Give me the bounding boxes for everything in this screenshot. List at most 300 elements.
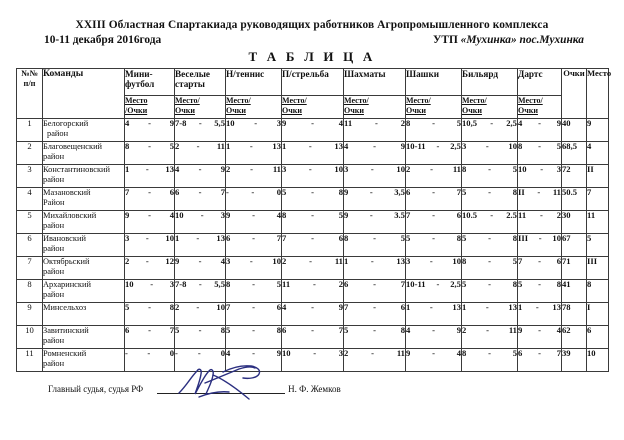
- team-name-cell: [43, 326, 125, 349]
- score-points: 6: [276, 302, 281, 313]
- total-points-cell: 50.5: [562, 188, 587, 211]
- team-name-cell: [43, 257, 125, 280]
- score-cell: [406, 165, 462, 188]
- score-separator: -: [148, 302, 151, 313]
- table-row: [17, 119, 609, 142]
- score-place: -: [125, 348, 128, 359]
- score-cell: [344, 188, 406, 211]
- subheader-checkers: [406, 96, 462, 119]
- score-cell: [175, 119, 226, 142]
- team-name-cell: [43, 349, 125, 372]
- sport-label-l1: Шашки: [406, 69, 440, 80]
- score-place: 6: [226, 233, 231, 244]
- score-place: 5: [175, 325, 180, 336]
- score-points: 2,5: [506, 118, 517, 129]
- score-cell: [406, 280, 462, 303]
- score-points: 11: [216, 141, 225, 152]
- score-separator: -: [198, 279, 202, 290]
- score-separator: -: [373, 302, 376, 313]
- row-number: 9: [17, 303, 43, 326]
- score-cell: [175, 326, 226, 349]
- total-points-cell: 67: [562, 234, 587, 257]
- score-cell: [462, 142, 518, 165]
- results-table-wrapper: [0, 68, 624, 372]
- total-place-cell: II: [587, 165, 609, 188]
- score-place: 9: [344, 210, 349, 221]
- score-cell: [175, 188, 226, 211]
- score-place: 1: [125, 164, 130, 175]
- score-cell: [344, 211, 406, 234]
- score-place: 9: [175, 256, 180, 267]
- table-row: [17, 349, 609, 372]
- score-cell: [175, 165, 226, 188]
- score-cell: [344, 303, 406, 326]
- score-separator: -: [148, 118, 151, 129]
- row-number: 8: [17, 280, 43, 303]
- score-place: 1: [175, 233, 180, 244]
- table-row: [17, 211, 609, 234]
- score-points: 2,5: [450, 141, 461, 152]
- table-header-row-top: [17, 69, 609, 96]
- team-name-line2: район: [43, 290, 65, 300]
- subheader-l2: Очки: [518, 105, 538, 115]
- score-separator: -: [432, 210, 435, 221]
- score-place: 3: [406, 256, 411, 267]
- score-points: 7: [338, 325, 343, 336]
- subheader-l2: Очки: [226, 105, 246, 115]
- score-cell: [406, 257, 462, 280]
- score-cell: [406, 142, 462, 165]
- score-cell: [344, 165, 406, 188]
- document-header: [0, 0, 624, 65]
- subheader-l1: Место/: [406, 96, 431, 106]
- signature-line: [157, 382, 285, 394]
- score-points: 4: [220, 256, 225, 267]
- score-points: 6: [169, 187, 174, 198]
- score-place: 3: [125, 233, 130, 244]
- score-separator: -: [539, 210, 543, 221]
- score-points: 10: [508, 141, 517, 152]
- score-place: II: [518, 187, 525, 198]
- score-separator: -: [309, 256, 313, 267]
- score-cell: [175, 257, 226, 280]
- subheader-l1: Место/: [462, 96, 487, 106]
- score-points: 3: [338, 348, 343, 359]
- score-cell: [282, 119, 344, 142]
- score-points: 6: [400, 302, 405, 313]
- table-row: [17, 142, 609, 165]
- score-cell: [462, 211, 518, 234]
- score-points: 2,5: [450, 279, 461, 290]
- score-points: 11: [452, 164, 461, 175]
- subheader-darts: [518, 96, 562, 119]
- score-place: 1: [518, 302, 523, 313]
- row-number: 2: [17, 142, 43, 165]
- score-separator: -: [311, 187, 314, 198]
- score-points: 2.5: [506, 210, 517, 221]
- score-separator: -: [486, 325, 490, 336]
- team-name-cell: [43, 234, 125, 257]
- score-place: 8: [462, 348, 467, 359]
- subheader-l1: Место: [125, 96, 148, 106]
- sport-label-l2: футбол: [125, 79, 155, 90]
- score-points: 10: [452, 256, 461, 267]
- score-cell: [406, 303, 462, 326]
- score-separator: -: [432, 233, 435, 244]
- team-name-line2: район: [43, 221, 65, 231]
- score-cell: [406, 326, 462, 349]
- score-separator: -: [251, 187, 255, 198]
- score-place: 3: [282, 164, 287, 175]
- score-cell: [125, 349, 175, 372]
- score-separator: -: [198, 164, 202, 175]
- subheader-l2: Очки: [406, 105, 426, 115]
- score-points: 5: [556, 141, 561, 152]
- score-cell: [518, 142, 562, 165]
- score-points: 8: [512, 279, 517, 290]
- score-place: 1: [344, 256, 349, 267]
- total-points-cell: 41: [562, 280, 587, 303]
- team-name-line2: район: [43, 336, 65, 346]
- score-cell: [226, 119, 282, 142]
- score-cell: [518, 188, 562, 211]
- score-cell: [462, 303, 518, 326]
- subheader-table-tennis: [226, 96, 282, 119]
- score-points: 8: [456, 233, 461, 244]
- score-separator: -: [432, 325, 435, 336]
- score-cell: [406, 188, 462, 211]
- score-place: 2: [226, 164, 231, 175]
- score-points: 9: [169, 118, 174, 129]
- team-name-cell: [43, 280, 125, 303]
- header-total-place: Место: [587, 69, 609, 119]
- score-points: 3.5: [394, 210, 405, 221]
- score-cell: [226, 326, 282, 349]
- score-cell: [344, 280, 406, 303]
- score-cell: [175, 349, 226, 372]
- score-points: 13: [216, 233, 225, 244]
- score-place: 6: [175, 187, 180, 198]
- score-separator: -: [373, 279, 376, 290]
- score-separator: -: [540, 164, 544, 175]
- score-separator: -: [535, 302, 539, 313]
- score-points: 13: [452, 302, 461, 313]
- sport-label-l1: Дартс: [518, 69, 543, 80]
- score-cell: [462, 349, 518, 372]
- total-points-cell: 72: [562, 165, 587, 188]
- row-number: 1: [17, 119, 43, 142]
- team-name-cell: [43, 211, 125, 234]
- score-cell: [282, 326, 344, 349]
- score-cell: [282, 349, 344, 372]
- score-separator: -: [254, 118, 258, 129]
- score-points: 9: [276, 348, 281, 359]
- score-points: 4: [338, 118, 343, 129]
- score-cell: [518, 326, 562, 349]
- score-place: 9: [226, 210, 231, 221]
- row-number: 7: [17, 257, 43, 280]
- score-cell: [226, 280, 282, 303]
- score-place: 6: [344, 279, 349, 290]
- score-separator: -: [538, 256, 541, 267]
- score-points: 8: [556, 279, 561, 290]
- score-separator: -: [488, 348, 491, 359]
- score-place: 11: [282, 279, 291, 290]
- score-cell: [282, 280, 344, 303]
- score-points: 8: [276, 325, 281, 336]
- score-cell: [125, 165, 175, 188]
- score-separator: -: [488, 233, 491, 244]
- score-separator: -: [311, 210, 314, 221]
- score-place: 5: [462, 233, 467, 244]
- subheader-l2: /Очки: [125, 105, 148, 115]
- total-points-cell: 78: [562, 303, 587, 326]
- sport-label-l2: старты: [175, 79, 205, 90]
- score-place: 5: [462, 187, 467, 198]
- score-separator: -: [200, 210, 204, 221]
- total-place-cell: 11: [587, 211, 609, 234]
- score-cell: [125, 211, 175, 234]
- score-cell: [518, 257, 562, 280]
- score-points: 10: [272, 256, 281, 267]
- score-separator: -: [371, 348, 375, 359]
- score-place: 10-11: [406, 141, 426, 152]
- header-sport-table-tennis: [226, 69, 282, 96]
- score-cell: [282, 303, 344, 326]
- score-separator: -: [436, 279, 440, 290]
- score-points: 13: [334, 141, 343, 152]
- score-points: 4: [169, 210, 174, 221]
- table-row: [17, 165, 609, 188]
- total-points-cell: 68,5: [562, 142, 587, 165]
- score-place: 1: [406, 302, 411, 313]
- table-row: [17, 280, 609, 303]
- subheader-l1: Место/: [518, 96, 543, 106]
- score-points: 5,5: [214, 118, 225, 129]
- score-place: 2: [175, 302, 180, 313]
- subheader-l1: Место/: [226, 96, 251, 106]
- score-separator: -: [370, 256, 374, 267]
- score-points: 8: [512, 187, 517, 198]
- score-place: 9: [518, 325, 523, 336]
- score-separator: -: [485, 141, 489, 152]
- team-name-line1: Завитинский: [43, 326, 89, 336]
- score-place: 6: [282, 325, 287, 336]
- score-points: 8: [512, 233, 517, 244]
- score-points: 7: [400, 279, 405, 290]
- score-separator: -: [145, 233, 149, 244]
- score-cell: [175, 142, 226, 165]
- score-place: 1: [282, 141, 287, 152]
- score-points: 11: [552, 187, 561, 198]
- team-name-line1: Благовещенский: [43, 142, 103, 152]
- total-place-cell: I: [587, 303, 609, 326]
- score-place: 10: [175, 210, 184, 221]
- score-place: 8: [282, 210, 287, 221]
- score-cell: [518, 234, 562, 257]
- sport-label-l1: Шахматы: [344, 69, 386, 80]
- score-place: 9: [282, 118, 287, 129]
- score-separator: -: [252, 302, 255, 313]
- score-points: 3: [276, 118, 281, 129]
- score-separator: -: [148, 325, 151, 336]
- score-place: 5: [125, 302, 130, 313]
- score-points: 4: [556, 325, 561, 336]
- event-venue: [433, 33, 584, 48]
- score-place: 10-11: [406, 279, 426, 290]
- score-cell: [344, 326, 406, 349]
- score-place: 8: [125, 141, 130, 152]
- score-separator: -: [308, 141, 312, 152]
- score-points: 2: [556, 210, 561, 221]
- score-separator: -: [538, 118, 541, 129]
- score-separator: -: [370, 164, 374, 175]
- score-separator: -: [488, 279, 491, 290]
- score-separator: -: [538, 141, 541, 152]
- table-row: [17, 257, 609, 280]
- score-cell: [462, 280, 518, 303]
- score-cell: [226, 188, 282, 211]
- score-place: 8: [406, 118, 411, 129]
- header-sport-chess: [344, 69, 406, 96]
- score-place: 8: [226, 279, 231, 290]
- subheader-l2: Очки: [462, 105, 482, 115]
- signature-row: [16, 382, 608, 394]
- score-separator: -: [538, 279, 541, 290]
- score-place: 10: [125, 279, 134, 290]
- score-separator: -: [196, 233, 200, 244]
- team-name-line2: район: [43, 152, 65, 162]
- total-place-cell: 4: [587, 142, 609, 165]
- score-points: 13: [508, 302, 517, 313]
- row-number: 6: [17, 234, 43, 257]
- header-row-number: [17, 69, 43, 119]
- score-points: 5,5: [214, 279, 225, 290]
- total-place-cell: 8: [587, 280, 609, 303]
- score-points: 10: [396, 164, 405, 175]
- score-points: 8: [400, 325, 405, 336]
- table-row: [17, 188, 609, 211]
- score-points: 5: [276, 279, 281, 290]
- score-cell: [175, 211, 226, 234]
- score-place: 2: [282, 256, 287, 267]
- score-cell: [344, 119, 406, 142]
- row-number: 3: [17, 165, 43, 188]
- score-cell: [125, 326, 175, 349]
- score-points: 5: [512, 256, 517, 267]
- score-place: 4: [344, 141, 349, 152]
- team-name-line1: Ромненский: [43, 349, 87, 359]
- score-cell: [518, 165, 562, 188]
- score-cell: [226, 257, 282, 280]
- score-points: 6: [456, 210, 461, 221]
- header-sport-billiards: [462, 69, 518, 96]
- score-points: 9: [556, 118, 561, 129]
- score-points: 13: [165, 164, 174, 175]
- score-separator: -: [373, 141, 376, 152]
- score-place: 4: [282, 302, 287, 313]
- score-place: III: [518, 233, 529, 244]
- score-place: 8: [462, 256, 467, 267]
- score-cell: [175, 303, 226, 326]
- score-separator: -: [537, 187, 541, 198]
- score-points: 5: [512, 164, 517, 175]
- score-separator: -: [429, 302, 433, 313]
- score-cell: [175, 280, 226, 303]
- total-place-cell: 10: [587, 349, 609, 372]
- score-separator: -: [197, 348, 201, 359]
- score-cell: [282, 142, 344, 165]
- score-place: 1: [226, 141, 231, 152]
- document-heading: XXIII Областная Спартакиада руководящих работников Агропромышленного комплекса: [75, 19, 549, 31]
- team-name-line2: район: [43, 267, 65, 277]
- score-separator: -: [252, 279, 255, 290]
- score-separator: -: [538, 348, 541, 359]
- score-place: 2: [175, 141, 180, 152]
- header-sport-mini-football: [125, 69, 175, 96]
- score-points: 7: [169, 325, 174, 336]
- score-place: 10: [226, 118, 235, 129]
- score-cell: [344, 142, 406, 165]
- score-separator: -: [311, 325, 314, 336]
- header-row-number-l2: п/п: [23, 78, 36, 88]
- score-cell: [282, 211, 344, 234]
- score-place: 5: [462, 279, 467, 290]
- score-separator: -: [432, 118, 435, 129]
- team-name-line2: район: [43, 359, 65, 369]
- score-cell: [125, 257, 175, 280]
- score-points: 9: [338, 302, 343, 313]
- team-name-line2: Район: [43, 198, 65, 208]
- score-points: 5: [169, 141, 174, 152]
- score-separator: -: [436, 141, 440, 152]
- score-place: 4: [226, 348, 231, 359]
- score-points: 8: [220, 325, 225, 336]
- score-separator: -: [145, 164, 149, 175]
- score-place: 7: [125, 187, 130, 198]
- subheader-chess: [344, 96, 406, 119]
- sport-label-l1: Веселые: [175, 69, 210, 80]
- score-cell: [282, 257, 344, 280]
- score-separator: -: [490, 210, 494, 221]
- total-place-cell: 7: [587, 188, 609, 211]
- score-separator: -: [369, 187, 373, 198]
- score-cell: [344, 257, 406, 280]
- signer-role: Главный судья, судья РФ: [48, 384, 144, 394]
- team-name-cell: [43, 142, 125, 165]
- score-points: 13: [272, 141, 281, 152]
- score-points: 9: [220, 164, 225, 175]
- score-separator: -: [538, 325, 541, 336]
- score-place: 2: [462, 325, 467, 336]
- score-separator: -: [252, 325, 255, 336]
- subheader-fun-starts: [175, 96, 226, 119]
- score-place: 8: [344, 233, 349, 244]
- score-separator: -: [374, 118, 378, 129]
- subheader-l1: Место/: [282, 96, 307, 106]
- score-separator: -: [148, 210, 151, 221]
- score-cell: [125, 280, 175, 303]
- score-points: 3: [169, 279, 174, 290]
- team-name-line1: Михайловский: [43, 211, 97, 221]
- score-cell: [406, 234, 462, 257]
- total-place-cell: 5: [587, 234, 609, 257]
- score-place: 4: [518, 118, 523, 129]
- score-place: 2: [125, 256, 130, 267]
- table-row: [17, 234, 609, 257]
- score-cell: [462, 234, 518, 257]
- score-separator: -: [148, 187, 151, 198]
